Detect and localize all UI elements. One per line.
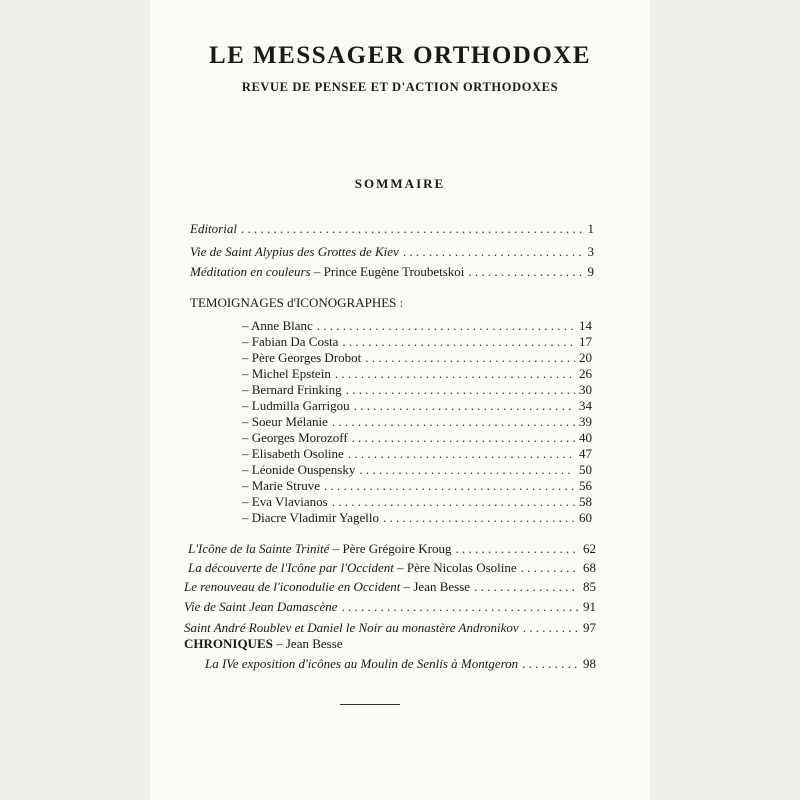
page-number: 39: [579, 414, 592, 429]
entry-title: Editorial: [190, 221, 237, 236]
iconographer-name: – Léonide Ouspensky: [242, 462, 356, 477]
iconographer-name: – Soeur Mélanie: [242, 414, 328, 429]
dot-leader: [359, 462, 575, 478]
page-number: 40: [579, 430, 592, 445]
entry-title: L'Icône de la Sainte Trinité: [188, 541, 330, 556]
page-number: 98: [583, 656, 596, 671]
list-item: [242, 414, 592, 430]
dot-leader: [455, 541, 579, 557]
page-number: 17: [579, 334, 592, 349]
dot-leader: [335, 366, 575, 382]
toc-entry: [190, 264, 594, 280]
dot-leader: [365, 350, 575, 366]
entry-title: Vie de Saint Alypius des Grottes de Kiev: [190, 244, 399, 259]
entry-title: Vie de Saint Jean Damascène: [184, 599, 338, 614]
toc-entry: [188, 541, 596, 557]
page-number: 97: [583, 620, 596, 635]
page-number: 56: [579, 478, 592, 493]
dot-leader: [332, 494, 575, 510]
page-number: 62: [583, 541, 596, 556]
list-item: [242, 494, 592, 510]
toc-entry: [188, 560, 596, 576]
page-number: 60: [579, 510, 592, 525]
list-item: [242, 446, 592, 462]
page-number: 58: [579, 494, 592, 509]
iconographer-name: – Père Georges Drobot: [242, 350, 362, 365]
dot-leader: [521, 560, 579, 576]
dot-leader: [522, 656, 579, 672]
list-item: [242, 398, 592, 414]
iconographer-name: – Eva Vlavianos: [242, 494, 328, 509]
dot-leader: [241, 221, 584, 237]
page-number: 34: [579, 398, 592, 413]
entry-author: – Père Grégoire Kroug: [332, 541, 452, 556]
dot-leader: [354, 398, 575, 414]
chroniques-label: CHRONIQUES: [184, 636, 273, 651]
dot-leader: [332, 414, 575, 430]
chroniques-author: – Jean Besse: [276, 636, 343, 651]
page-number: 14: [579, 318, 592, 333]
iconographer-name: – Marie Struve: [242, 478, 320, 493]
list-item: [242, 478, 592, 494]
dot-leader: [383, 510, 575, 526]
section-heading-chroniques: [184, 636, 343, 652]
iconographer-name: – Fabian Da Costa: [242, 334, 339, 349]
toc-entry: [184, 599, 596, 615]
toc-entry: [184, 579, 596, 595]
page-number: 9: [587, 264, 594, 279]
closing-rule: [340, 704, 400, 705]
list-item: [242, 510, 592, 526]
section-heading-temoignages: TEMOIGNAGES d'ICONOGRAPHES :: [190, 295, 404, 310]
entry-author: – Prince Eugène Troubetskoi: [313, 264, 465, 279]
dot-leader: [324, 478, 575, 494]
entry-title: La IVe exposition d'icônes au Moulin de Senlis à Montgeron: [205, 656, 519, 671]
dot-leader: [342, 334, 575, 350]
list-item: [242, 350, 592, 366]
page-number: 91: [583, 599, 596, 614]
list-item: [242, 366, 592, 382]
dot-leader: [342, 599, 579, 615]
toc-entry: [184, 620, 596, 636]
list-item: [242, 318, 592, 334]
entry-title: La découverte de l'Icône par l'Occident: [188, 560, 394, 575]
dot-leader: [403, 244, 584, 260]
iconographer-name: – Diacre Vladimir Yagello: [242, 510, 379, 525]
contents-heading: SOMMAIRE: [354, 176, 446, 191]
toc-entry: [205, 656, 596, 672]
list-item: [242, 382, 592, 398]
dot-leader: [474, 579, 579, 595]
dot-leader: [352, 430, 575, 446]
page-number: 3: [587, 244, 594, 259]
iconographer-name: – Ludmilla Garrigou: [242, 398, 350, 413]
toc-entry: [190, 244, 594, 260]
page-number: 1: [587, 221, 594, 236]
iconographer-name: – Bernard Frinking: [242, 382, 342, 397]
journal-title: LE MESSAGER ORTHODOXE: [208, 42, 592, 69]
list-item: [242, 334, 592, 350]
entry-author: – Jean Besse: [403, 579, 471, 594]
list-item: [242, 462, 592, 478]
entry-title: Le renouveau de l'iconodulie en Occident: [184, 579, 401, 594]
page-number: 68: [583, 560, 596, 575]
list-item: [242, 430, 592, 446]
iconographer-name: – Anne Blanc: [242, 318, 313, 333]
dot-leader: [468, 264, 583, 280]
dot-leader: [317, 318, 575, 334]
dot-leader: [348, 446, 575, 462]
journal-subtitle: REVUE DE PENSEE ET D'ACTION ORTHODOXES: [241, 80, 559, 94]
dot-leader: [346, 382, 575, 398]
iconographer-name: – Michel Epstein: [242, 366, 331, 381]
toc-entry: [190, 221, 594, 237]
page-number: 85: [583, 579, 596, 594]
page-number: 47: [579, 446, 592, 461]
entry-title: Saint André Roublev et Daniel le Noir au monastère Andronikov: [184, 620, 519, 635]
iconographer-name: – Elisabeth Osoline: [242, 446, 344, 461]
entry-title: Méditation en couleurs: [190, 264, 311, 279]
page-number: 26: [579, 366, 592, 381]
iconographer-name: – Georges Morozoff: [242, 430, 348, 445]
page-number: 50: [579, 462, 592, 477]
page-number: 20: [579, 350, 592, 365]
entry-author: – Père Nicolas Osoline: [397, 560, 517, 575]
page-number: 30: [579, 382, 592, 397]
dot-leader: [523, 620, 579, 636]
